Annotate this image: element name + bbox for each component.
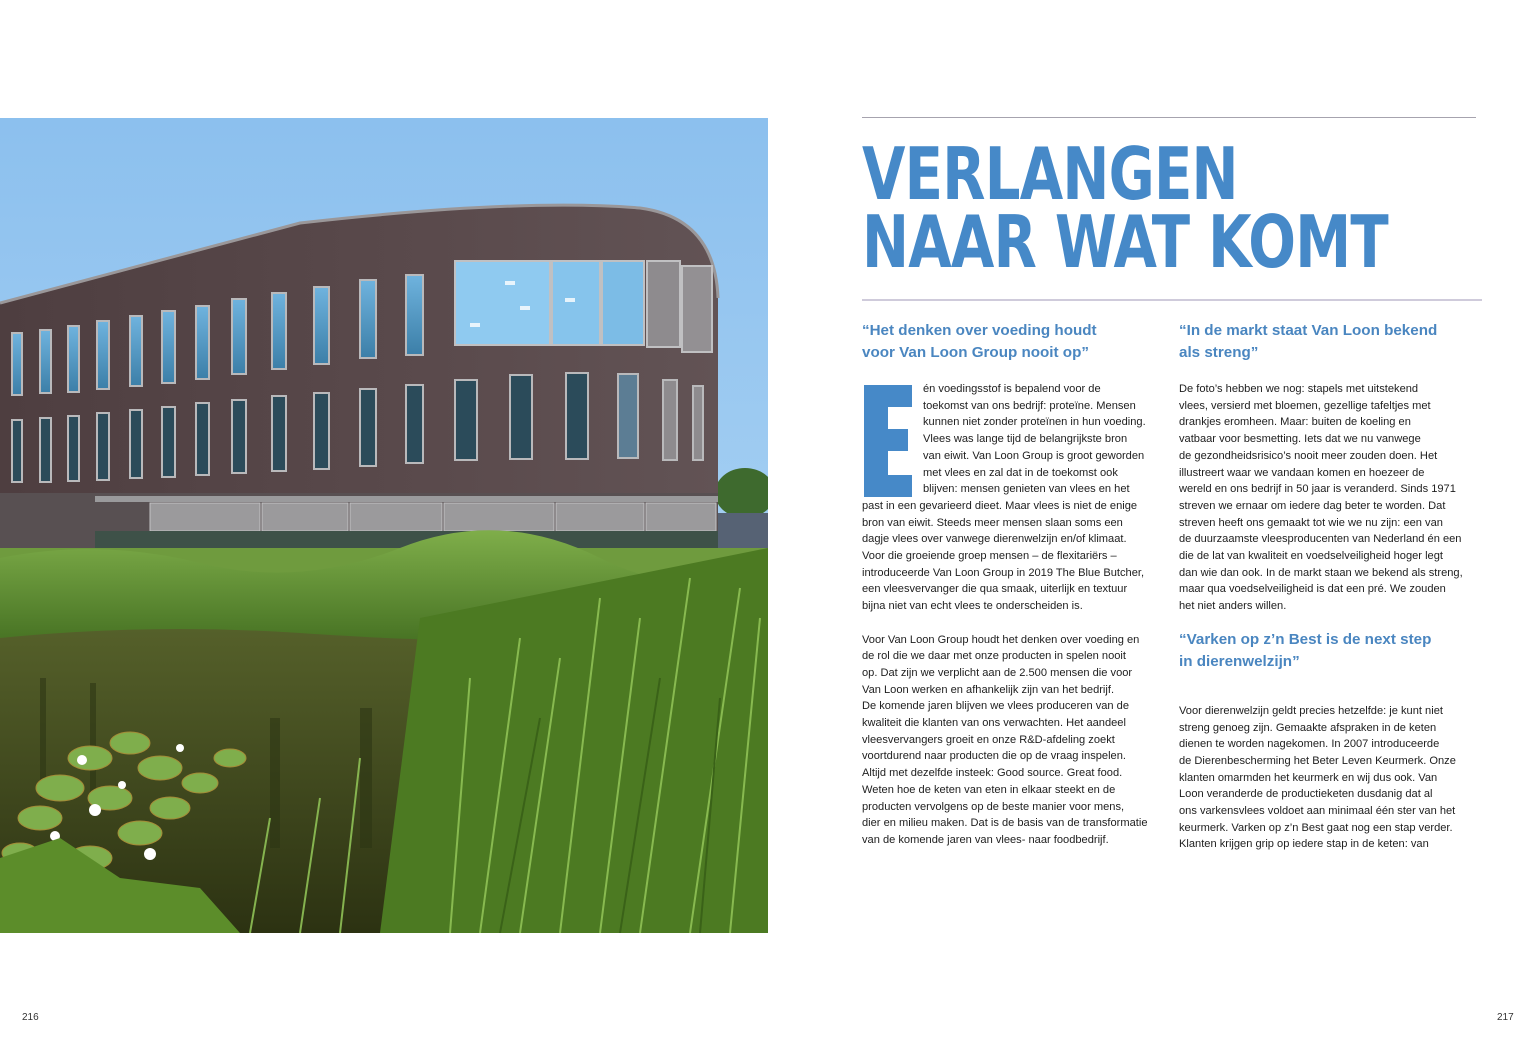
text-line: de Dierenbescherming het Beter Leven Keurmerk. Onze bbox=[1179, 754, 1456, 767]
pull-quote-heading-3 bbox=[1179, 629, 1479, 673]
text-line: wereld en ons bedrijf in 50 jaar is veranderd. Sinds 1971 bbox=[1179, 483, 1456, 496]
pull-quote-line: “Het denken over voeding houdt bbox=[862, 322, 1097, 339]
text-line: past in een gevarieerd dieet. Maar vlees is niet de enige bbox=[862, 499, 1138, 512]
text-line: Klanten krijgen grip op iedere stap in de keten: van bbox=[1179, 838, 1429, 851]
text-line: vlees, versierd met bloemen, gezellige tafeltjes met bbox=[1179, 399, 1431, 412]
body-paragraph bbox=[1179, 703, 1479, 853]
text-line: producten vervolgens op de beste manier voor mens, bbox=[862, 800, 1125, 813]
text-line: De foto’s hebben we nog: stapels met uitstekend bbox=[1179, 383, 1419, 395]
page-number-left: 216 bbox=[22, 1012, 39, 1023]
text-line: met vlees en zal dat in de toekomst ook bbox=[923, 466, 1118, 479]
text-line: Altijd met dezelfde insteek: Good source. Great food. bbox=[862, 767, 1123, 780]
drop-cap-e bbox=[862, 383, 914, 499]
text-line: kunnen niet zonder proteïnen in hun voeding. bbox=[923, 416, 1146, 429]
body-paragraph bbox=[862, 632, 1162, 849]
text-line: die de lat van kwaliteit en voedselveiligheid hoger legt bbox=[1179, 550, 1443, 563]
title-rule-divider bbox=[862, 299, 1482, 301]
text-line: het niet anders willen. bbox=[1179, 600, 1287, 613]
building-photo bbox=[0, 118, 768, 933]
text-line: Loon veranderde de productieketen dusdanig dat al bbox=[1179, 788, 1433, 801]
text-line: kwaliteit die klanten van ons verwachten. Het aandeel bbox=[862, 717, 1126, 730]
text-line: Voor Van Loon Group houdt het denken over voeding en bbox=[862, 633, 1140, 646]
text-line: van de komende jaren van vlees- naar foodbedrijf. bbox=[862, 833, 1109, 846]
pull-quote-line: “In de markt staat Van Loon bekend bbox=[1179, 322, 1438, 339]
text-line: streven we ernaar om iedere dag beter te worden. Dat bbox=[1179, 499, 1446, 512]
text-line: dagje vlees over vanwege dierenwelzijn en/of klimaat. bbox=[862, 533, 1127, 546]
text-line: op. Dat zijn we verplicht aan de 2.500 mensen die voor bbox=[862, 666, 1133, 679]
text-line: dienen te worden nagekomen. In 2007 introduceerde bbox=[1179, 738, 1440, 751]
text-line: streven heeft ons gemaakt tot wie we nu zijn: een van bbox=[1179, 516, 1443, 529]
text-line: blijven: mensen genieten van vlees en het bbox=[923, 483, 1130, 496]
text-line: ons varkensvlees voldoet aan minimaal één ster van het bbox=[1179, 805, 1456, 818]
text-line: vatbaar voor besmetting. Iets dat we nu vanwege bbox=[1179, 433, 1421, 446]
text-line: de rol die we daar met onze producten in spelen nooit bbox=[862, 650, 1126, 663]
text-line: voortdurend naar producten die op de vraag inspelen. bbox=[862, 750, 1126, 763]
text-line: klanten omarmden het keurmerk en wij dus ook. Van bbox=[1179, 771, 1438, 784]
text-line: streng genoeg zijn. Gemaakte afspraken in de keten bbox=[1179, 721, 1437, 734]
text-line: dan wie dan ook. In de markt staan we bekend als streng, bbox=[1179, 566, 1463, 579]
text-line: de duurzaamste vleesproducenten van Nederland én een bbox=[1179, 533, 1462, 546]
text-line: een vleesvervanger die qua smaak, uiterlijk en textuur bbox=[862, 583, 1128, 596]
pull-quote-line: als streng” bbox=[1179, 344, 1259, 361]
text-line: van eiwit. Van Loon Group is groot geworden bbox=[923, 449, 1145, 462]
article-column-2 bbox=[1179, 320, 1479, 853]
building-photo-illustration bbox=[0, 118, 768, 933]
text-line: bijna niet van echt vlees te onderscheiden is. bbox=[862, 600, 1083, 613]
page-number-right: 217 bbox=[1497, 1012, 1514, 1023]
text-line: bron van eiwit. Steeds meer mensen slaan soms een bbox=[862, 516, 1123, 529]
title-line-1: VERLANGEN bbox=[862, 132, 1238, 216]
intro-paragraph bbox=[862, 381, 1162, 615]
title-line-2: NAAR WAT KOMT bbox=[862, 200, 1388, 284]
text-line: Van Loon werken en afhankelijk zijn van het bedrijf. bbox=[862, 683, 1115, 696]
text-line: introduceerde Van Loon Group in 2019 The Blue Butcher, bbox=[862, 566, 1145, 579]
text-line: De komende jaren blijven we vlees produceren van de bbox=[862, 700, 1130, 713]
article-title bbox=[862, 132, 1388, 284]
text-line: Vlees was lange tijd de belangrijkste bron bbox=[923, 433, 1128, 446]
body-paragraph bbox=[1179, 381, 1479, 615]
top-rule-divider bbox=[862, 117, 1476, 118]
text-line: Voor dierenwelzijn geldt precies hetzelfde: je kunt niet bbox=[1179, 704, 1443, 717]
text-line: illustreert waar we vandaan komen en hoezeer de bbox=[1179, 466, 1425, 479]
text-line: Voor die groeiende groep mensen – de flexitariërs – bbox=[862, 550, 1117, 563]
pull-quote-heading-2 bbox=[1179, 320, 1479, 364]
pull-quote-line: voor Van Loon Group nooit op” bbox=[862, 344, 1089, 361]
paragraph-spacer bbox=[862, 615, 1162, 632]
text-line: de gezondheidsrisico’s nooit meer zouden doen. Het bbox=[1179, 449, 1438, 462]
text-line: én voedingsstof is bepalend voor de bbox=[923, 383, 1101, 395]
pull-quote-heading-1 bbox=[862, 320, 1162, 364]
pull-quote-line: in dierenwelzijn” bbox=[1179, 652, 1300, 670]
text-line: Weten hoe de keten van eten in elkaar steekt en de bbox=[862, 783, 1116, 796]
pull-quote-line: “Varken op z’n Best is de next step bbox=[1179, 630, 1432, 648]
text-line: drankjes eromheen. Maar: buiten de koeling en bbox=[1179, 416, 1411, 429]
text-line: dier en milieu maken. Dat is de basis van de transformatie bbox=[862, 817, 1148, 830]
text-line: vleesvervangers groeit en onze R&D-afdeling zoekt bbox=[862, 733, 1115, 746]
text-line: keurmerk. Varken op z’n Best gaat nog een stap verder. bbox=[1179, 821, 1453, 834]
article-column-1 bbox=[862, 320, 1162, 849]
text-line: maar qua voedselveiligheid is dat een pré. We zouden bbox=[1179, 583, 1446, 596]
text-line: toekomst van ons bedrijf: proteïne. Mensen bbox=[923, 399, 1136, 412]
